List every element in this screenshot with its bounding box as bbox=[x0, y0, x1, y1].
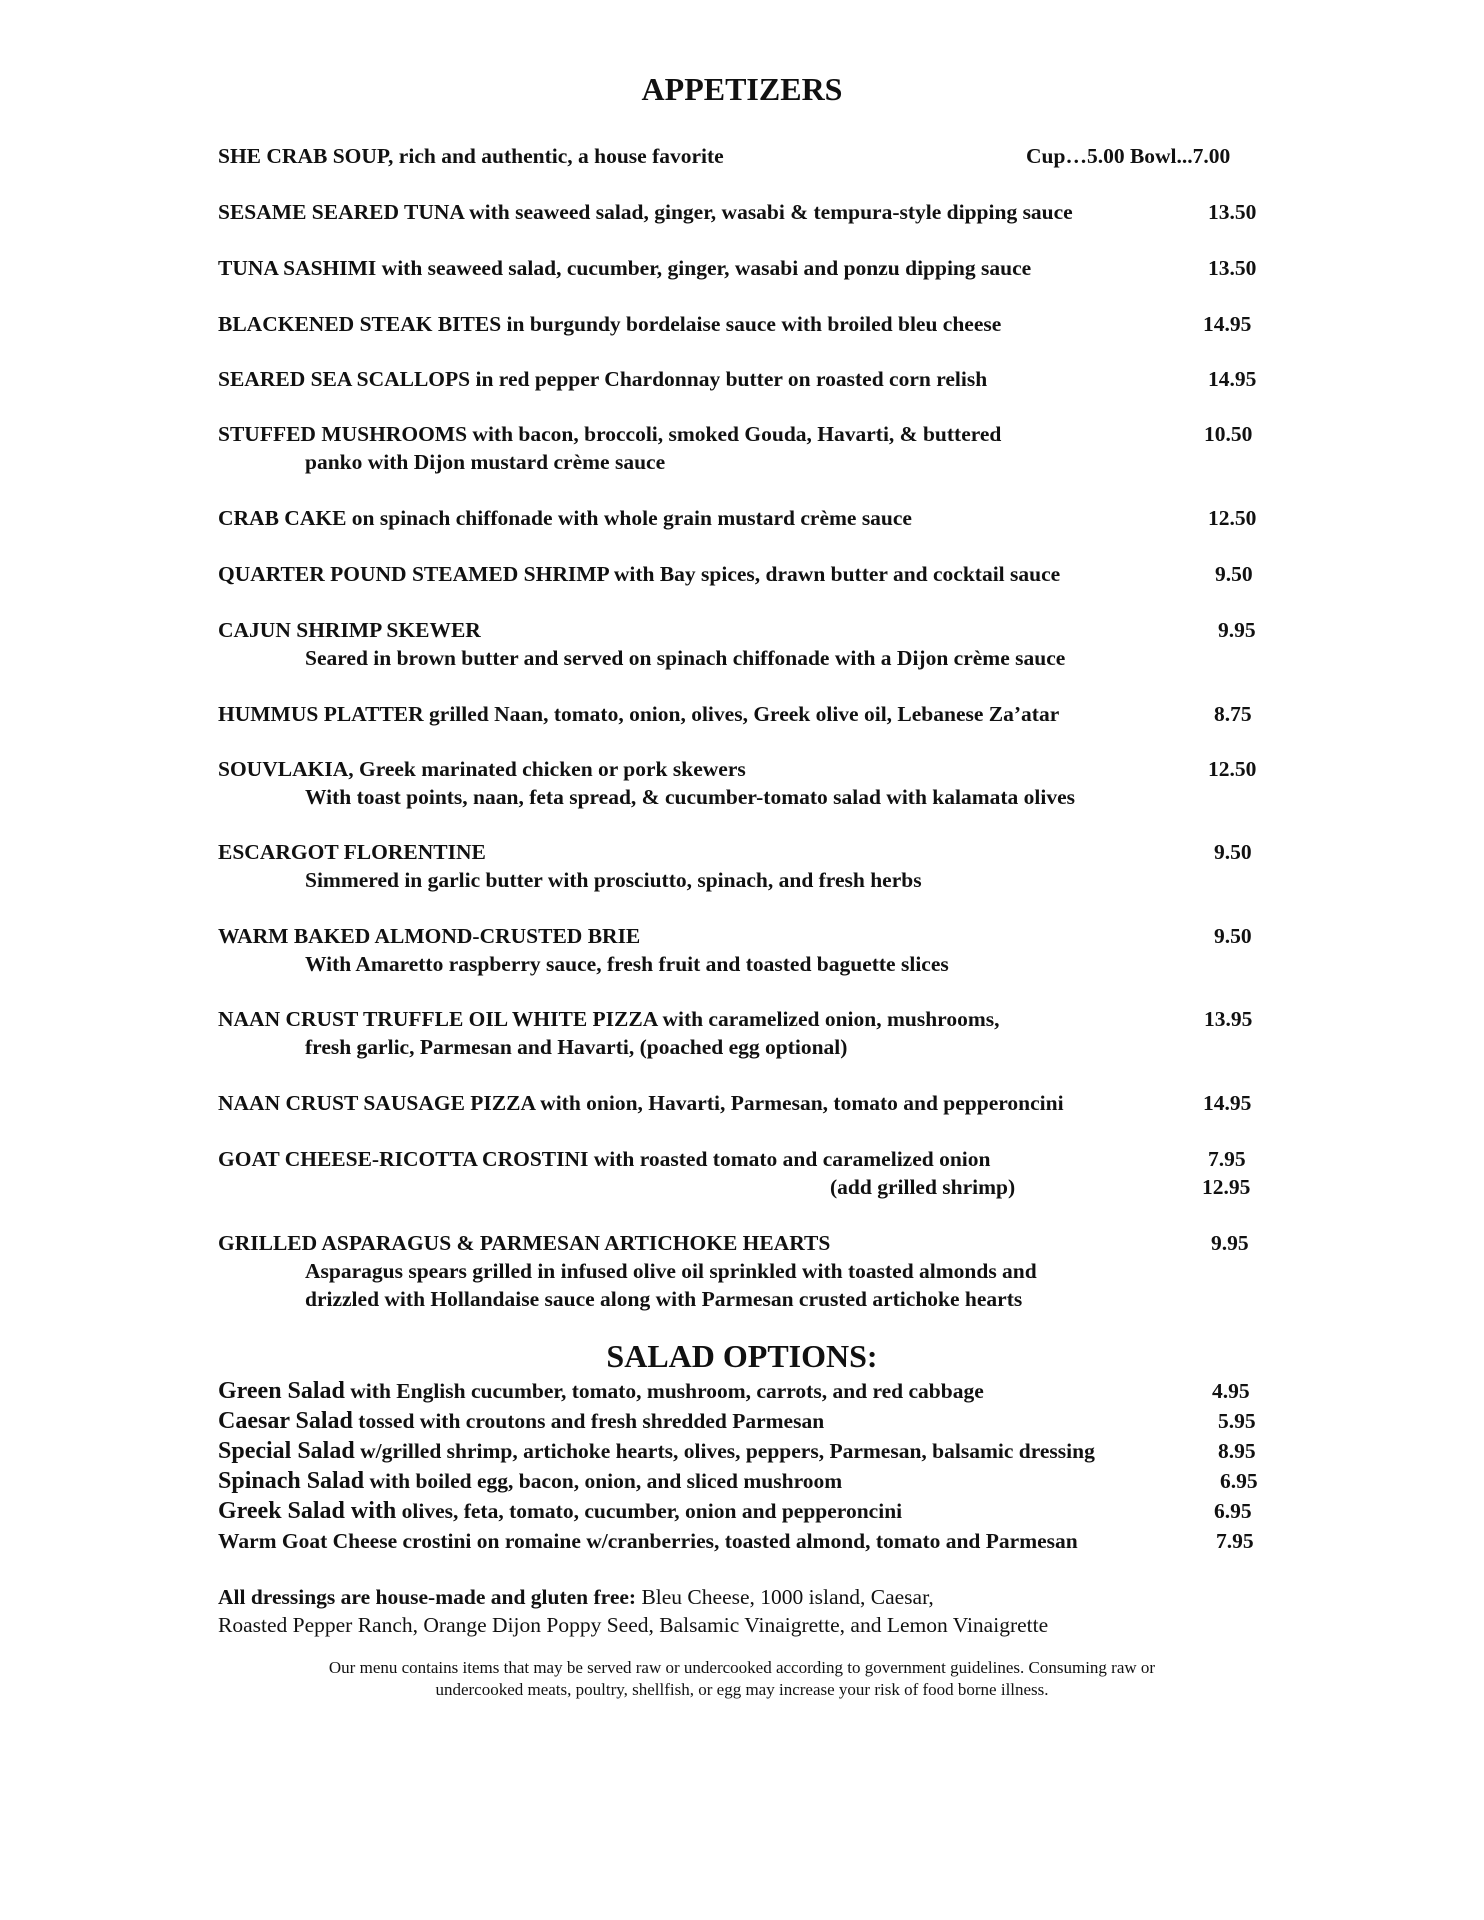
appetizer-description: With Amaretto raspberry sauce, fresh fruit and toasted baguette slices bbox=[305, 952, 949, 976]
salad-item bbox=[218, 1406, 1268, 1436]
appetizer-addon-price: 12.95 bbox=[1202, 1175, 1251, 1199]
appetizer-price: 8.75 bbox=[1214, 702, 1252, 726]
appetizer-price: 9.50 bbox=[1214, 924, 1252, 948]
appetizer-name: SESAME SEARED TUNA with seaweed salad, ginger, wasabi & tempura-style dipping sauce bbox=[218, 200, 1073, 224]
appetizer-price: 14.95 bbox=[1203, 312, 1252, 336]
appetizer-description: With toast points, naan, feta spread, & cucumber-tomato salad with kalamata olives bbox=[305, 785, 1076, 809]
appetizer-description: Asparagus spears grilled in infused olive oil sprinkled with toasted almonds and bbox=[305, 1259, 1037, 1283]
salad-name: Caesar Salad bbox=[218, 1408, 353, 1434]
appetizer-name: TUNA SASHIMI with seaweed salad, cucumber, ginger, wasabi and ponzu dipping sauce bbox=[218, 256, 1032, 280]
salad-price: 5.95 bbox=[1218, 1409, 1256, 1433]
dressings-note bbox=[218, 1583, 1268, 1639]
salad-item bbox=[218, 1526, 1268, 1556]
appetizer-price: 9.95 bbox=[1218, 618, 1256, 642]
salad-description: olives, feta, tomato, cucumber, onion and pepperoncini bbox=[396, 1499, 903, 1523]
salad-price: 6.95 bbox=[1214, 1499, 1252, 1523]
appetizer-price: 9.50 bbox=[1215, 562, 1253, 586]
appetizer-item bbox=[218, 310, 1268, 338]
appetizer-price: 14.95 bbox=[1203, 1091, 1252, 1115]
appetizer-item bbox=[218, 700, 1268, 728]
appetizer-item bbox=[218, 420, 1268, 476]
appetizer-item bbox=[218, 198, 1268, 226]
salad-item bbox=[218, 1376, 1268, 1406]
appetizer-description: Simmered in garlic butter with prosciutto, spinach, and fresh herbs bbox=[305, 868, 922, 892]
appetizer-description: Seared in brown butter and served on spinach chiffonade with a Dijon crème sauce bbox=[305, 646, 1066, 670]
appetizer-name: SHE CRAB SOUP, rich and authentic, a house favorite bbox=[218, 144, 724, 168]
appetizer-item bbox=[218, 560, 1268, 588]
appetizer-price: 13.95 bbox=[1204, 1007, 1253, 1031]
appetizer-name: STUFFED MUSHROOMS with bacon, broccoli, smoked Gouda, Havarti, & buttered bbox=[218, 422, 1002, 446]
appetizer-price: 13.50 bbox=[1208, 256, 1257, 280]
appetizer-name: SOUVLAKIA, Greek marinated chicken or pork skewers bbox=[218, 757, 746, 781]
appetizer-price: 10.50 bbox=[1204, 422, 1253, 446]
appetizer-name: GOAT CHEESE-RICOTTA CROSTINI with roasted tomato and caramelized onion bbox=[218, 1147, 991, 1171]
appetizer-name: BLACKENED STEAK BITES in burgundy bordelaise sauce with broiled bleu cheese bbox=[218, 312, 1002, 336]
salad-item bbox=[218, 1436, 1268, 1466]
appetizer-name: ESCARGOT FLORENTINE bbox=[218, 840, 486, 864]
appetizer-price: Cup…5.00 Bowl...7.00 bbox=[1026, 144, 1231, 168]
appetizer-item bbox=[218, 1229, 1268, 1313]
appetizer-name: CRAB CAKE on spinach chiffonade with whole grain mustard crème sauce bbox=[218, 506, 912, 530]
salad-price: 4.95 bbox=[1212, 1379, 1250, 1403]
disclaimer-line-2: undercooked meats, poultry, shellfish, or egg may increase your risk of food borne illness. bbox=[435, 1680, 1049, 1699]
appetizer-name: NAAN CRUST SAUSAGE PIZZA with onion, Havarti, Parmesan, tomato and pepperoncini bbox=[218, 1091, 1064, 1115]
salad-description: tossed with croutons and fresh shredded Parmesan bbox=[352, 1409, 825, 1433]
appetizer-price: 7.95 bbox=[1208, 1147, 1246, 1171]
dressings-line-2: Roasted Pepper Ranch, Orange Dijon Poppy Seed, Balsamic Vinaigrette, and Lemon Vinaigrette bbox=[218, 1613, 1049, 1637]
appetizer-name: CAJUN SHRIMP SKEWER bbox=[218, 618, 481, 642]
appetizer-name: HUMMUS PLATTER grilled Naan, tomato, onion, olives, Greek olive oil, Lebanese Za’atar bbox=[218, 702, 1060, 726]
salad-name: Greek Salad with bbox=[218, 1498, 397, 1524]
salad-price: 6.95 bbox=[1220, 1469, 1258, 1493]
appetizer-item bbox=[218, 254, 1268, 282]
appetizer-item bbox=[218, 1089, 1268, 1117]
appetizer-price: 13.50 bbox=[1208, 200, 1257, 224]
appetizer-addon: (add grilled shrimp) bbox=[830, 1175, 1016, 1199]
appetizer-price: 12.50 bbox=[1208, 757, 1257, 781]
appetizers-heading: APPETIZERS bbox=[641, 71, 843, 107]
appetizer-item bbox=[218, 365, 1268, 393]
salad-name: Green Salad bbox=[218, 1378, 345, 1404]
salad-options-heading: SALAD OPTIONS: bbox=[606, 1338, 878, 1374]
appetizer-price: 14.95 bbox=[1208, 367, 1257, 391]
appetizer-price: 9.95 bbox=[1211, 1231, 1249, 1255]
appetizer-item bbox=[218, 1145, 1268, 1201]
salad-item bbox=[218, 1496, 1268, 1526]
salad-description: with English cucumber, tomato, mushroom, carrots, and red cabbage bbox=[344, 1379, 984, 1403]
food-safety-disclaimer bbox=[250, 1657, 1234, 1701]
appetizer-name: GRILLED ASPARAGUS & PARMESAN ARTICHOKE HEARTS bbox=[218, 1231, 831, 1255]
appetizer-description: fresh garlic, Parmesan and Havarti, (poached egg optional) bbox=[305, 1035, 848, 1059]
appetizer-name: NAAN CRUST TRUFFLE OIL WHITE PIZZA with caramelized onion, mushrooms, bbox=[218, 1007, 1000, 1031]
appetizer-item bbox=[218, 142, 1268, 170]
appetizer-item bbox=[218, 616, 1268, 672]
appetizer-item bbox=[218, 922, 1268, 978]
salad-description: w/grilled shrimp, artichoke hearts, olives, peppers, Parmesan, balsamic dressing bbox=[354, 1439, 1095, 1463]
salad-description: with boiled egg, bacon, onion, and sliced mushroom bbox=[364, 1469, 843, 1493]
appetizer-item bbox=[218, 1005, 1268, 1061]
appetizer-price: 9.50 bbox=[1214, 840, 1252, 864]
dressings-line-1: Bleu Cheese, 1000 island, Caesar, bbox=[636, 1585, 934, 1609]
appetizer-price: 12.50 bbox=[1208, 506, 1257, 530]
appetizer-item bbox=[218, 838, 1268, 894]
salad-name: Spinach Salad bbox=[218, 1468, 365, 1494]
disclaimer-line-1: Our menu contains items that may be served raw or undercooked according to government guidelines. Consuming raw or bbox=[328, 1658, 1156, 1677]
salad-item bbox=[218, 1466, 1268, 1496]
dressings-label: All dressings are house-made and gluten free: bbox=[218, 1585, 637, 1609]
salad-price: 7.95 bbox=[1216, 1529, 1254, 1553]
appetizer-name: QUARTER POUND STEAMED SHRIMP with Bay spices, drawn butter and cocktail sauce bbox=[218, 562, 1061, 586]
appetizer-description: drizzled with Hollandaise sauce along with Parmesan crusted artichoke hearts bbox=[305, 1287, 1023, 1311]
salad-description: Warm Goat Cheese crostini on romaine w/cranberries, toasted almond, tomato and Parmesan bbox=[218, 1529, 1078, 1553]
appetizer-item bbox=[218, 504, 1268, 532]
appetizer-name: WARM BAKED ALMOND-CRUSTED BRIE bbox=[218, 924, 641, 948]
appetizer-item bbox=[218, 755, 1268, 811]
salad-name: Special Salad bbox=[218, 1438, 355, 1464]
salad-price: 8.95 bbox=[1218, 1439, 1256, 1463]
appetizer-name: SEARED SEA SCALLOPS in red pepper Chardonnay butter on roasted corn relish bbox=[218, 367, 988, 391]
appetizer-description: panko with Dijon mustard crème sauce bbox=[305, 450, 666, 474]
